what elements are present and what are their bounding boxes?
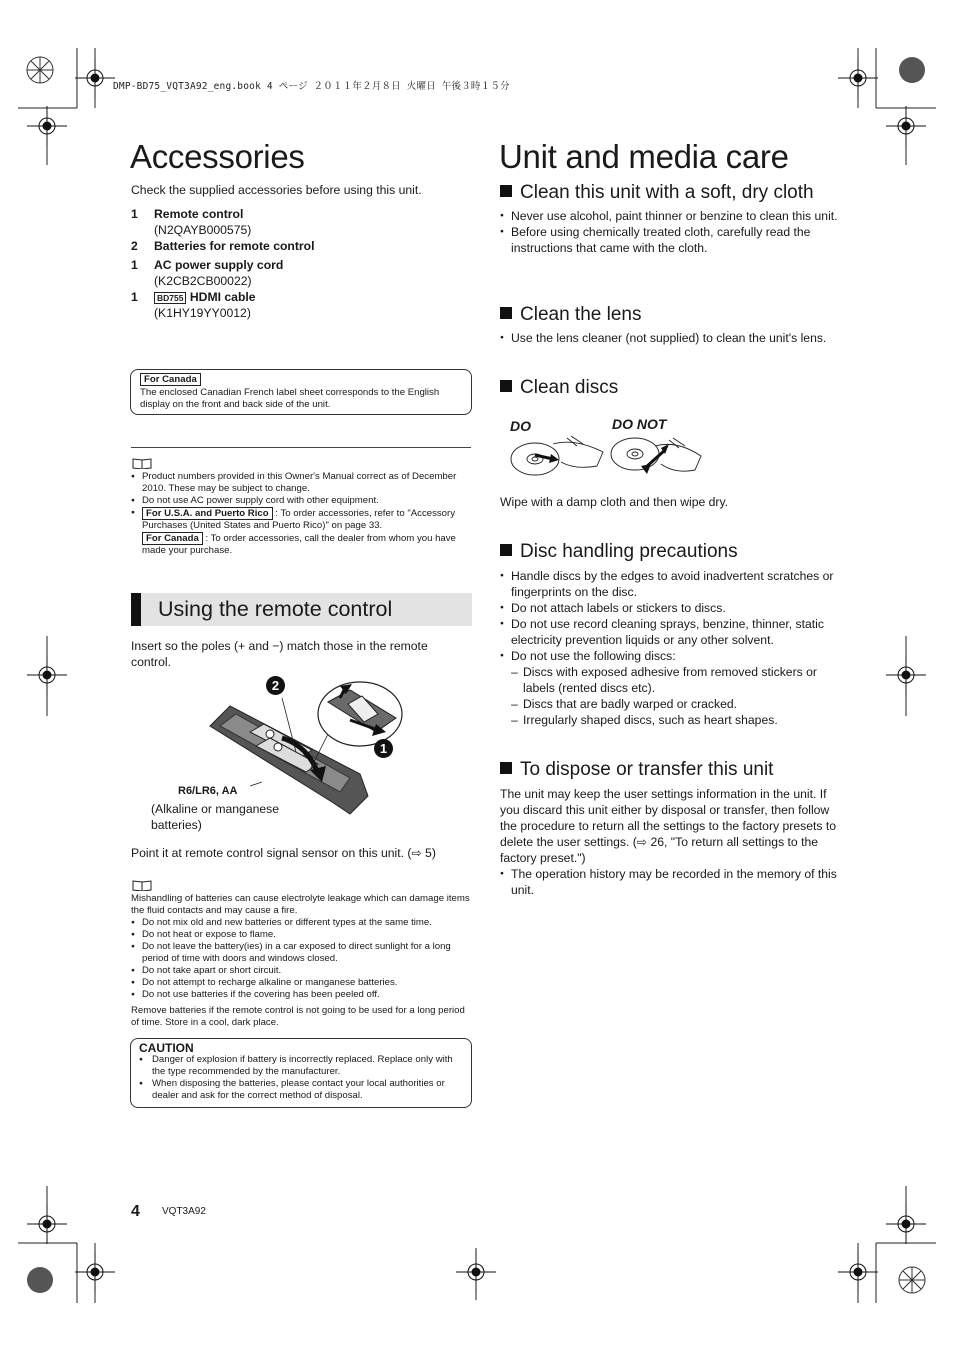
- care-bullet: ● Do not attach labels or stickers to discs.: [500, 600, 845, 616]
- clean-discs-heading: Clean discs: [500, 377, 618, 399]
- disc-handling-list: [500, 568, 845, 728]
- divider: [131, 447, 471, 448]
- care-bullet: ● Handle discs by the edges to avoid inadvertent scratches or fingerprints on the disc.: [500, 568, 845, 600]
- remote-point-text: Point it at remote control signal sensor on this unit. (⇨ 5): [131, 846, 436, 860]
- battery-notes: [131, 893, 471, 1029]
- dispose-heading: To dispose or transfer this unit: [500, 759, 773, 781]
- do-not-label: DO NOT: [612, 416, 667, 432]
- care-bullet: ● The operation history may be recorded in the memory of this unit.: [500, 866, 842, 898]
- battery-note-item: ● Do not heat or expose to flame.: [131, 929, 471, 941]
- model-tag: BD755: [154, 292, 186, 304]
- care-bullet: ● Do not use the following discs:: [500, 648, 845, 664]
- accessories-list: [131, 206, 461, 321]
- accessory-item: 1 BD755 HDMI cable (K1HY19YY0012): [131, 290, 256, 320]
- disc-cleaning-illustration: [505, 432, 715, 485]
- accessory-item: 1 Remote control (N2QAYB000575): [131, 207, 252, 237]
- accessory-code: (N2QAYB000575): [154, 223, 252, 237]
- accessory-item: 2 Batteries for remote control: [131, 239, 315, 253]
- region-tag: For Canada: [142, 532, 203, 545]
- note-item: ● Product numbers provided in this Owner's Manual correct as of December 2010. These may be subject to change.: [131, 471, 463, 495]
- print-header: DMP-BD75_VQT3A92_eng.book 4 ページ ２０１１年２月８日 火曜日 午後３時１５分: [113, 81, 510, 92]
- care-bullet: ● Never use alcohol, paint thinner or benzine to clean this unit.: [500, 208, 840, 224]
- step-2-marker: 2: [266, 676, 285, 695]
- clean-lens-heading: Clean the lens: [500, 304, 641, 326]
- battery-note-item: ● Do not leave the battery(ies) in a car exposed to direct sunlight for a long period of time with doors and windows closed.: [131, 941, 471, 965]
- care-bullet: ● Before using chemically treated cloth, carefully read the instructions that came with the cloth.: [500, 224, 840, 256]
- battery-note-lead: Mishandling of batteries can cause electrolyte leakage which can damage items the fluid contacts and may cause a fire.: [131, 893, 470, 916]
- remote-intro: Insert so the poles (+ and −) match those in the remote control.: [131, 639, 428, 669]
- battery-note-item: ● Do not use batteries if the covering has been peeled off.: [131, 989, 471, 1001]
- disc-handling-heading: Disc handling precautions: [500, 541, 738, 563]
- accessories-notes: ● Product numbers provided in this Owner's Manual correct as of December 2010. These may be subject to change. ● Do not use AC power supply cord with other equipment. ● For U.S.A. and Puerto Rico : To order accessories, refer to "Accessory Purchases (United States and Puerto Rico)" on page 33. For Canada : To order accessories, call the dealer from whom you have made your purchase.: [131, 471, 463, 557]
- care-title: Unit and media care: [499, 138, 789, 175]
- region-tag: For Canada: [140, 373, 201, 386]
- section-band-marker: [131, 593, 141, 626]
- doc-code: VQT3A92: [162, 1206, 206, 1217]
- battery-note-item: ● Do not mix old and new batteries or different types at the same time.: [131, 917, 471, 929]
- note-item: ● Do not use AC power supply cord with other equipment.: [131, 495, 463, 507]
- dispose-text: The unit may keep the user settings information in the unit. If you discard this unit either by disposal or transfer, then follow the procedure to return all the settings to the factory presets to delete the user settings. (⇨ 26, "To return all settings to the factory preset."): [500, 787, 837, 865]
- battery-type-label: R6/LR6, AA: [178, 785, 238, 797]
- accessory-name: AC power supply cord: [154, 258, 284, 272]
- page-number: 4: [131, 1203, 140, 1220]
- clean-unit-list: [500, 208, 840, 256]
- accessory-code: (K1HY19YY0012): [154, 306, 251, 320]
- caution-box: [130, 1038, 472, 1108]
- clean-unit-heading: Clean this unit with a soft, dry cloth: [500, 182, 814, 204]
- note-item: ● For U.S.A. and Puerto Rico : To order accessories, refer to "Accessory Purchases (United States and Puerto Rico)" on page 33.: [131, 507, 463, 532]
- remote-section-title: Using the remote control: [158, 597, 393, 621]
- caution-item: ● When disposing the batteries, please contact your local authorities or dealer and ask for the correct method of disposal.: [139, 1078, 463, 1102]
- caution-title: CAUTION: [139, 1041, 194, 1055]
- canada-box-text: The enclosed Canadian French label sheet corresponds to the English display on the front and back side of the unit.: [140, 387, 440, 410]
- battery-note-item: ● Do not attempt to recharge alkaline or manganese batteries.: [131, 977, 471, 989]
- clean-lens-list: [500, 330, 850, 346]
- accessories-intro: Check the supplied accessories before using this unit.: [131, 183, 422, 197]
- care-subitem: – Discs that are badly warped or cracked.: [511, 696, 845, 712]
- care-subitem: – Irregularly shaped discs, such as heart shapes.: [511, 712, 845, 728]
- battery-type-note: (Alkaline or manganese batteries): [151, 802, 280, 832]
- accessory-item: 1 AC power supply cord (K2CB2CB00022): [131, 258, 284, 288]
- accessories-title: Accessories: [130, 138, 305, 175]
- disc-wipe-text: Wipe with a damp cloth and then wipe dry.: [500, 495, 729, 509]
- battery-note-tail: Remove batteries if the remote control is not going to be used for a long period of time. Store in a cool, dark place.: [131, 1005, 465, 1028]
- battery-note-item: ● Do not take apart or short circuit.: [131, 965, 471, 977]
- do-label: DO: [510, 418, 531, 434]
- accessory-name: HDMI cable: [189, 290, 256, 304]
- accessory-name: Batteries for remote control: [154, 239, 315, 253]
- dispose-list: [500, 866, 842, 898]
- accessory-code: (K2CB2CB00022): [154, 274, 252, 288]
- care-bullet: ● Use the lens cleaner (not supplied) to clean the unit's lens.: [500, 330, 850, 346]
- canada-label-box: [130, 369, 472, 415]
- accessory-name: Remote control: [154, 207, 244, 221]
- care-subitem: – Discs with exposed adhesive from removed stickers or labels (rented discs etc).: [511, 664, 845, 696]
- region-tag: For U.S.A. and Puerto Rico: [142, 507, 273, 520]
- caution-item: ● Danger of explosion if battery is incorrectly replaced. Replace only with the type recommended by the manufacturer.: [139, 1054, 463, 1078]
- step-1-marker: 1: [374, 739, 393, 758]
- care-bullet: ● Do not use record cleaning sprays, benzine, thinner, static electricity prevention liquids or any other solvent.: [500, 616, 845, 648]
